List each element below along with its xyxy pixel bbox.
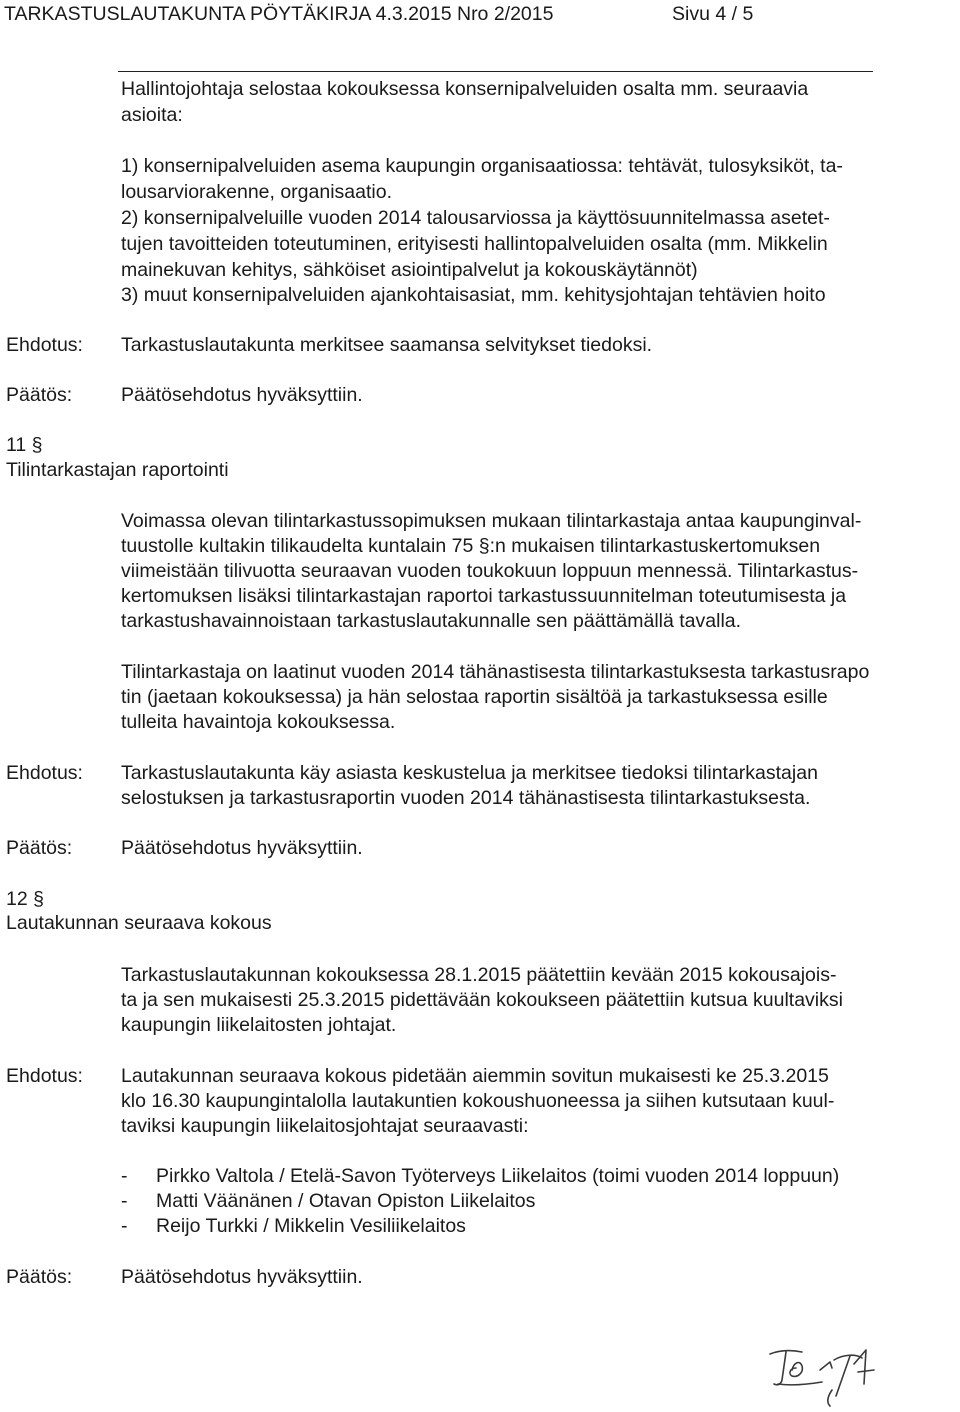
paragraph-line: Tilintarkastaja on laatinut vuoden 2014 tähänastisesta tilintarkastuksesta tarkastusrapo xyxy=(121,661,870,683)
ehdotus-text: Lautakunnan seuraava kokous pidetään aiemmin sovitun mukaisesti ke 25.3.2015 xyxy=(121,1065,829,1087)
intro-line: mainekuvan kehitys, sähköiset asiointipalvelut ja kokouskäytännöt) xyxy=(121,259,698,281)
section-title: Lautakunnan seuraava kokous xyxy=(6,912,272,934)
ehdotus-text: Tarkastuslautakunta käy asiasta keskustelua ja merkitsee tiedoksi tilintarkastajan xyxy=(121,762,818,784)
list-bullet: - xyxy=(121,1215,128,1237)
ehdotus-label: Ehdotus: xyxy=(6,762,83,784)
paatos-text: Päätösehdotus hyväksyttiin. xyxy=(121,837,363,859)
intro-line: lousarviorakenne, organisaatio. xyxy=(121,181,393,203)
paragraph-line: ta ja sen mukaisesti 25.3.2015 pidettävään kokoukseen päätettiin kutsua kuultaviksi xyxy=(121,989,843,1011)
list-bullet: - xyxy=(121,1190,128,1212)
paatos-text: Päätösehdotus hyväksyttiin. xyxy=(121,1266,363,1288)
page-number: Sivu 4 / 5 xyxy=(672,3,754,25)
paragraph-line: Voimassa olevan tilintarkastussopimuksen mukaan tilintarkastaja antaa kaupunginval- xyxy=(121,510,862,532)
paragraph-line: tin (jaetaan kokouksessa) ja hän selostaa raportin sisältöä ja tarkastuksessa esille xyxy=(121,686,828,708)
paragraph-line: tarkastushavainnoistaan tarkastuslautakunnalle sen päättämällä tavalla. xyxy=(121,610,742,632)
paragraph-line: tuustolle kultakin tilikaudelta kuntalain 75 §:n mukaisen tilintarkastuskertomuksen xyxy=(121,535,821,557)
list-item: Pirkko Valtola / Etelä-Savon Työterveys Liikelaitos (toimi vuoden 2014 loppuun) xyxy=(156,1165,840,1187)
intro-line: 3) muut konsernipalveluiden ajankohtaisasiat, mm. kehitysjohtajan tehtävien hoito xyxy=(121,284,826,306)
intro-line: Hallintojohtaja selostaa kokouksessa konsernipalveluiden osalta mm. seuraavia xyxy=(121,78,809,100)
paragraph-line: tulleita havaintoja kokouksessa. xyxy=(121,711,396,733)
paragraph-line: Tarkastuslautakunnan kokouksessa 28.1.2015 päätettiin kevään 2015 kokousajois- xyxy=(121,964,837,986)
ehdotus-label: Ehdotus: xyxy=(6,334,83,356)
section-title: Tilintarkastajan raportointi xyxy=(6,459,229,481)
list-item: Reijo Turkki / Mikkelin Vesiliikelaitos xyxy=(156,1215,466,1237)
paatos-label: Päätös: xyxy=(6,837,73,859)
paatos-label: Päätös: xyxy=(6,1266,73,1288)
ehdotus-text: taviksi kaupungin liikelaitosjohtajat seuraavasti: xyxy=(121,1115,529,1137)
ehdotus-label: Ehdotus: xyxy=(6,1065,83,1087)
intro-line: tujen tavoitteiden toteutuminen, erityisesti hallintopalveluiden osalta (mm. Mikkelin xyxy=(121,233,828,255)
section-number: 12 § xyxy=(6,888,44,910)
ehdotus-text: selostuksen ja tarkastusraportin vuoden 2014 tähänastisesta tilintarkastuksesta. xyxy=(121,787,811,809)
intro-line: asioita: xyxy=(121,104,183,126)
paragraph-line: viimeistään tilivuotta seuraavan vuoden toukokuun loppuun mennessä. Tilintarkastus- xyxy=(121,560,859,582)
list-bullet: - xyxy=(121,1165,128,1187)
intro-line: 2) konsernipalveluille vuoden 2014 talousarviossa ja käyttösuunnitelmassa asetet- xyxy=(121,207,830,229)
header-rule xyxy=(118,71,873,72)
handwritten-signature xyxy=(758,1340,908,1412)
ehdotus-text: klo 16.30 kaupungintalolla lautakuntien kokoushuoneessa ja siihen kutsutaan kuul- xyxy=(121,1090,835,1112)
document-header-title: TARKASTUSLAUTAKUNTA PÖYTÄKIRJA 4.3.2015 Nro 2/2015 xyxy=(4,3,554,25)
paragraph-line: kaupungin liikelaitosten johtajat. xyxy=(121,1014,397,1036)
paatos-label: Päätös: xyxy=(6,384,73,406)
list-item: Matti Väänänen / Otavan Opiston Liikelaitos xyxy=(156,1190,536,1212)
section-number: 11 § xyxy=(6,434,43,456)
ehdotus-text: Tarkastuslautakunta merkitsee saamansa selvitykset tiedoksi. xyxy=(121,334,653,356)
paragraph-line: kertomuksen lisäksi tilintarkastajan raportoi tarkastussuunnitelman toteutumisesta ja xyxy=(121,585,847,607)
paatos-text: Päätösehdotus hyväksyttiin. xyxy=(121,384,363,406)
intro-line: 1) konsernipalveluiden asema kaupungin organisaatiossa: tehtävät, tulosyksiköt, ta- xyxy=(121,155,843,177)
